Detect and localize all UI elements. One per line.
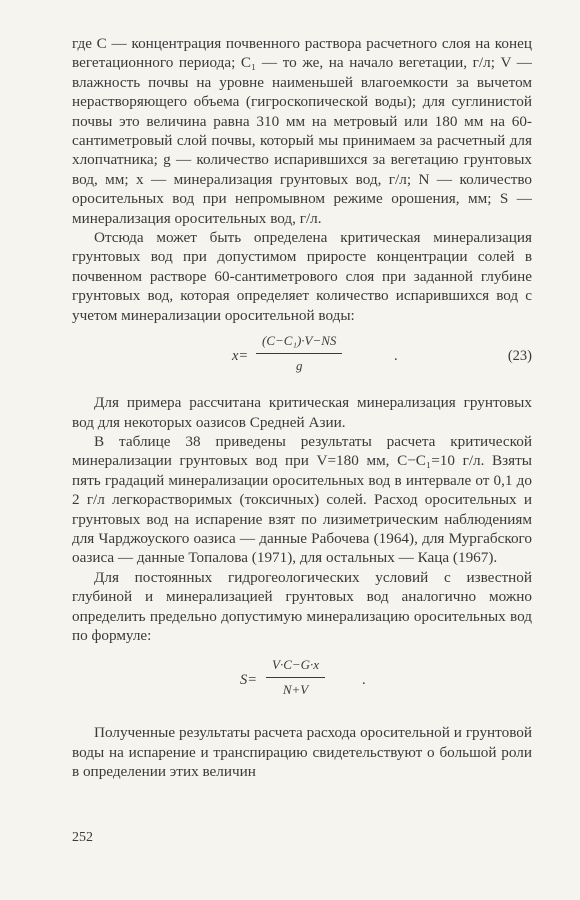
formula-23-lhs: x= xyxy=(232,348,249,365)
formula-23-number: (23) xyxy=(507,348,532,365)
paragraph-variable-definitions: где C — концентрация почвенного раствора расчетного слоя на конец вегетационного периода; C₁ — то же, на начало вегетации, г/л; V — влажность почвы на уровне наименьшей влагоемкости за вычетом нерастворяющего объема (гигроскопической воды); для суглинистой почвы это величина равна 310 мм на метровый или 180 мм на 60-сантиметровый слой почвы, который мы принимаем за расчетный для хлопчатника; g — количество испарившихся за вегетацию грунтовых вод, мм; x — минерализация грунтовых вод, г/л; N — количество оросительных вод при непромывном режиме орошения, мм; S — минерализация оросительных вод, г/л. xyxy=(72,35,532,227)
paragraph-table-38: В таблице 38 приведены результаты расчета критической минерализации грунтовых вод при V=180 мм, C−C₁=10 г/л. Взяты пять градаций минерализации оросительных вод в интервале от 0,1 до 2 г/л легкорастворимых (токсичных) солей. Расход оросительных и грунтовых вод на испарение взят по лизиметрическим наблюдениям для Чарджоуского оазиса — данные Рабочева (1964), для Мургабского оазиса — данные Топалова (1971), для остальных — Каца (1967). xyxy=(72,432,532,567)
formula-23-numerator: (C−C₁)·V−NS xyxy=(256,331,342,353)
formula-23-denominator: g xyxy=(295,357,303,373)
formula-23 xyxy=(72,329,532,389)
formula-s xyxy=(72,653,532,713)
formula-23-period: . xyxy=(394,348,398,365)
formula-s-denominator: N+V xyxy=(282,681,309,697)
paragraph-irrigation-formula-intro: Для постоянных гидрогеологических условий с известной глубиной и минерализацией грунтовых вод аналогично можно определить предельно допустимую минерализацию оросительных вод по формуле: xyxy=(72,568,532,644)
paragraph-results: Полученные результаты расчета расхода оросительной и грунтовой воды на испарение и транспирацию свидетельствуют о большой роли в определении этих величин xyxy=(72,724,532,781)
formula-23-fraction xyxy=(256,331,342,375)
formula-s-fraction xyxy=(266,655,325,699)
formula-s-period: . xyxy=(362,672,366,689)
paragraph-example: Для примера рассчитана критическая минерализация грунтовых вод для некоторых оазисов Средней Азии. xyxy=(72,394,532,431)
formula-s-numerator: V·C−G·x xyxy=(266,655,325,677)
page-number: 252 xyxy=(72,830,93,845)
paragraph-critical-mineralization: Отсюда может быть определена критическая минерализация грунтовых вод при допустимом приросте концентрации солей в почвенном растворе 60-сантиметрового слоя при заданной глубине грунтовых вод, которая определяет количество испарившихся вод с учетом минерализации оросительной воды: xyxy=(72,229,532,324)
formula-s-lhs: S= xyxy=(240,672,258,689)
page-content xyxy=(72,34,532,782)
